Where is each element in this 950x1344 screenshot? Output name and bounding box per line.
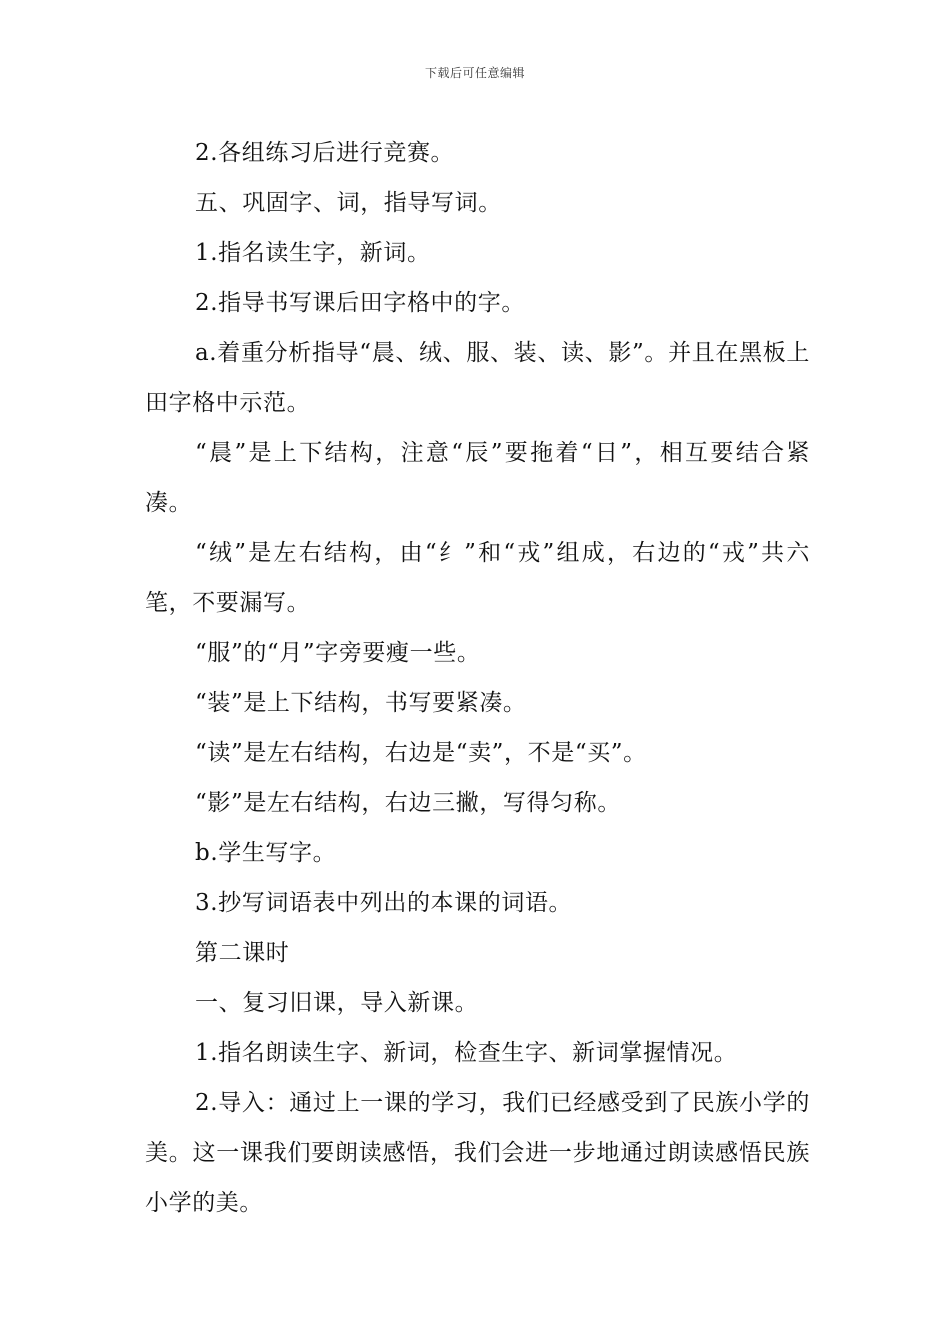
paragraph: “绒”是左右结构，由“纟”和“戎”组成，右边的“戎”共六笔，不要漏写。 [145,540,810,616]
paragraph: “影”是左右结构，右边三撇，写得匀称。 [195,790,621,816]
paragraph: a.着重分析指导“晨、绒、服、装、读、影”。并且在黑板上田字格中示范。 [145,340,810,416]
paragraph: 2.指导书写课后田字格中的字。 [195,290,525,316]
paragraph: b.学生写字。 [195,840,337,866]
paragraph: 1.指名朗读生字、新词，检查生字、新词掌握情况。 [195,1040,738,1066]
paragraph: “读”是左右结构，右边是“卖”，不是“买”。 [195,740,647,766]
paragraph: “服”的“月”字旁要瘦一些。 [195,640,481,666]
document-body [145,128,810,1228]
paragraph: 1.指名读生字，新词。 [195,240,431,266]
paragraph: 2.导入：通过上一课的学习，我们已经感受到了民族小学的美。这一课我们要朗读感悟，我们会进一步地通过朗读感悟民族小学的美。 [145,1090,810,1216]
page-header: 下载后可任意编辑 [424,66,525,80]
section-heading: 一、复习旧课，导入新课。 [195,990,479,1016]
paragraph: 2.各组练习后进行竞赛。 [195,140,455,166]
paragraph: “晨”是上下结构，注意“辰”要拖着“日”，相互要结合紧凑。 [145,440,810,516]
paragraph: “装”是上下结构，书写要紧凑。 [195,690,527,716]
lesson-heading: 第二课时 [195,940,290,966]
paragraph: 3.抄写词语表中列出的本课的词语。 [195,890,573,916]
section-heading: 五、巩固字、词，指导写词。 [195,190,502,216]
